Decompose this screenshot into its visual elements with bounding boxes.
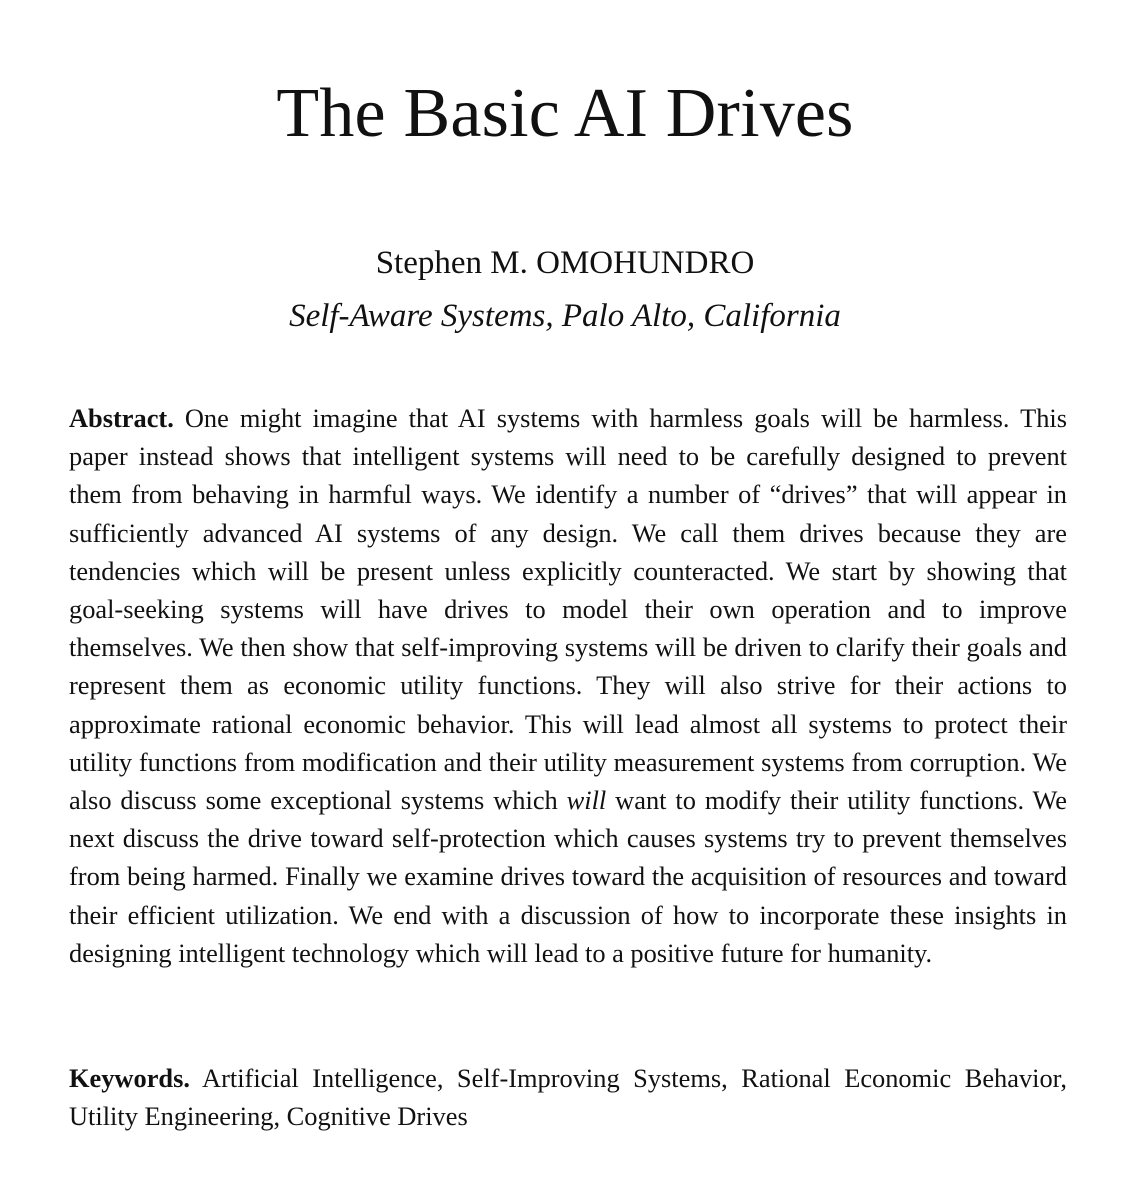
keywords-paragraph bbox=[69, 1059, 1067, 1135]
keywords-label: Keywords. bbox=[69, 1063, 190, 1093]
author-affiliation: Self-Aware Systems, Palo Alto, California bbox=[289, 298, 841, 334]
abstract-text-part1: One might imagine that AI systems with harmless goals will be harmless. This paper instead shows that intelligent systems will need to be carefully designed to prevent them from behaving in harmful ways. We identify a number of “drives” that will appear in sufficiently advanced AI systems of any design. We call them drives because they are tendencies which will be present unless explicitly counteracted. We start by showing that goal-seeking systems will have drives to model their own operation and to improve themselves. We then show that self-improving systems will be driven to clarify their goals and represent them as economic utility functions. They will also strive for their actions to approximate rational economic behavior. This will lead almost all systems to protect their utility functions from modification and their utility measurement systems from corruption. We also discuss some exceptional systems which bbox=[69, 403, 1067, 816]
abstract-emphasis: will bbox=[566, 785, 607, 816]
abstract-paragraph bbox=[69, 399, 1067, 972]
abstract-label: Abstract. bbox=[69, 403, 174, 433]
paper-title: The Basic AI Drives bbox=[276, 75, 854, 152]
author-name: Stephen M. OMOHUNDRO bbox=[375, 245, 755, 281]
abstract-text-part2: want to modify their utility functions. We next discuss the drive toward self-protection which causes systems try to prevent themselves from being harmed. Finally we examine drives toward the acquisition of resources and toward their efficient utilization. We end with a discussion of how to incorporate these insights in designing intelligent technology which will lead to a positive future for humanity. bbox=[69, 785, 1067, 968]
keywords-text: Artificial Intelligence, Self-Improving Systems, Rational Economic Behavior, Utility Engineering, Cognitive Drives bbox=[69, 1063, 1067, 1132]
